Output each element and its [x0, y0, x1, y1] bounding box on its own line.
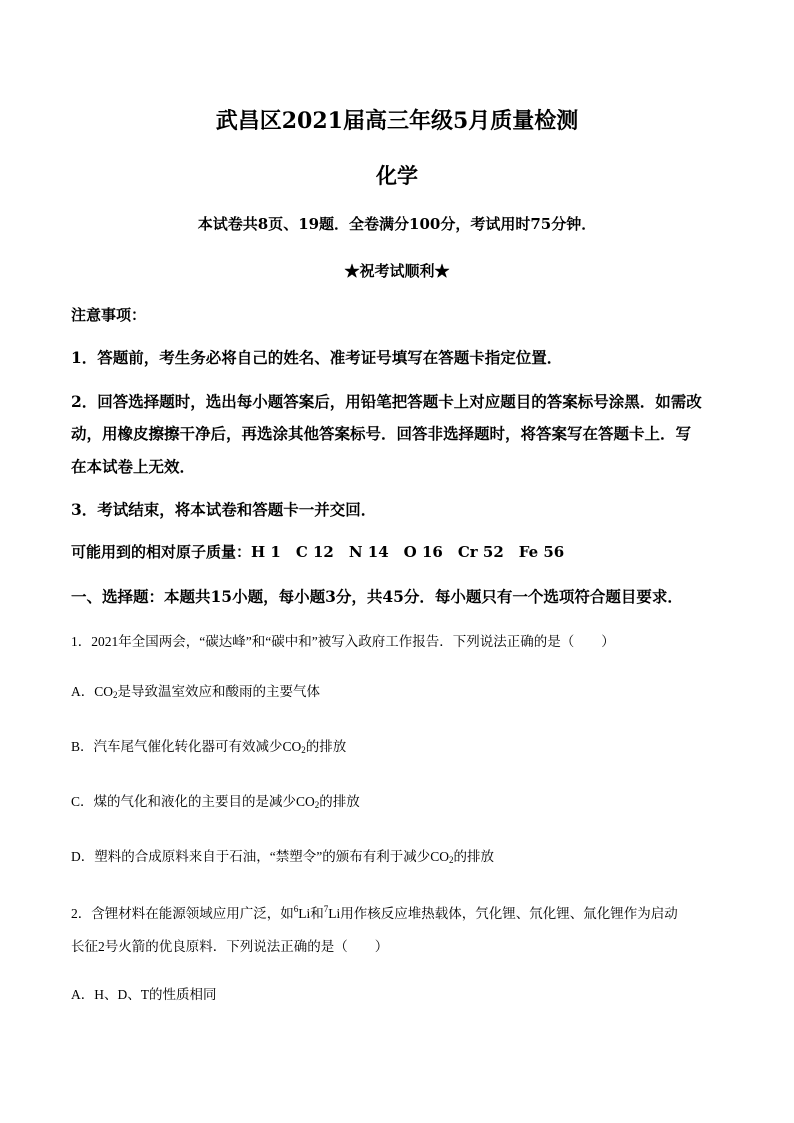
option-text: B．汽车尾气催化转化器可有效减少 — [71, 739, 283, 754]
option-text: C．煤的气化和液化的主要目的是减少 — [71, 794, 297, 809]
formula-co2: $CO_2$ — [296, 794, 320, 810]
question-1-option-d — [71, 845, 494, 865]
stem-conjunction: 和 — [310, 906, 324, 921]
notice-item-1: 1．答题前，考生务必将自己的姓名、准考证号填写在答题卡指定位置． — [71, 348, 563, 367]
notice-heading: 注意事项： — [71, 306, 147, 324]
notice-item-2-line-1: 2．回答选择题时，选出每小题答案后，用铅笔把答题卡上对应题目的答案标号涂黑．如需改 — [71, 392, 702, 411]
exam-intro: 本试卷共8页、19题．全卷满分100分，考试用时75分钟． — [197, 215, 597, 233]
option-text-end: 的排放 — [319, 794, 360, 809]
option-text: 是导致温室效应和酸雨的主要气体 — [117, 684, 321, 699]
stem-text: 2．含锂材料在能源领域应用广泛，如 — [71, 906, 294, 921]
isotope-li7: $^7$Li — [323, 904, 341, 921]
question-2-stem-line-2: 长征2号火箭的优良原料．下列说法正确的是（ ） — [71, 939, 389, 954]
notice-item-2-line-2: 动，用橡皮擦擦干净后，再选涂其他答案标号．回答非选择题时，将答案写在答题卡上．写 — [71, 424, 692, 443]
notice-item-2-line-3: 在本试卷上无效． — [71, 457, 196, 476]
option-text-end: 的排放 — [453, 849, 494, 864]
subject-title: 化学 — [376, 163, 418, 188]
question-1-option-a — [71, 680, 320, 700]
stem-text-end: 用作核反应堆热载体，氕化锂、氘化锂、氚化锂作为启动 — [340, 906, 678, 921]
question-2-option-a: A．H、D、T的性质相同 — [71, 987, 217, 1002]
question-1-option-b — [71, 735, 346, 755]
option-text-end: 的排放 — [305, 739, 347, 754]
notice-item-3: 3．考试结束，将本试卷和答题卡一并交回． — [71, 500, 377, 519]
question-2-stem-line-1 — [71, 902, 678, 922]
atomic-masses: 可能用到的相对原子质量：H 1 C 12 N 14 O 16 Cr 52 Fe 56 — [71, 543, 565, 561]
question-1-option-c — [71, 790, 360, 810]
section-heading: 一、选择题：本题共15小题，每小题3分，共45分．每小题只有一个选项符合题目要求． — [71, 587, 683, 606]
question-1-stem: 1．2021年全国两会，“碳达峰”和“碳中和”被写入政府工作报告．下列说法正确的是（ ） — [71, 634, 615, 649]
good-luck-line: ★祝考试顺利★ — [344, 262, 450, 280]
isotope-li6: $^6$Li — [293, 904, 311, 921]
option-text: D．塑料的合成原料来自于石油，“禁塑令”的颁布有利于减少 — [71, 849, 431, 864]
formula-co2: $CO_2$ — [430, 849, 454, 865]
option-label: A． — [71, 684, 95, 699]
formula-co2: $CO_2$ — [94, 684, 118, 700]
formula-co2: $CO_2$ — [282, 739, 306, 755]
page-title: 武昌区2021届高三年级5月质量检测 — [215, 108, 579, 134]
